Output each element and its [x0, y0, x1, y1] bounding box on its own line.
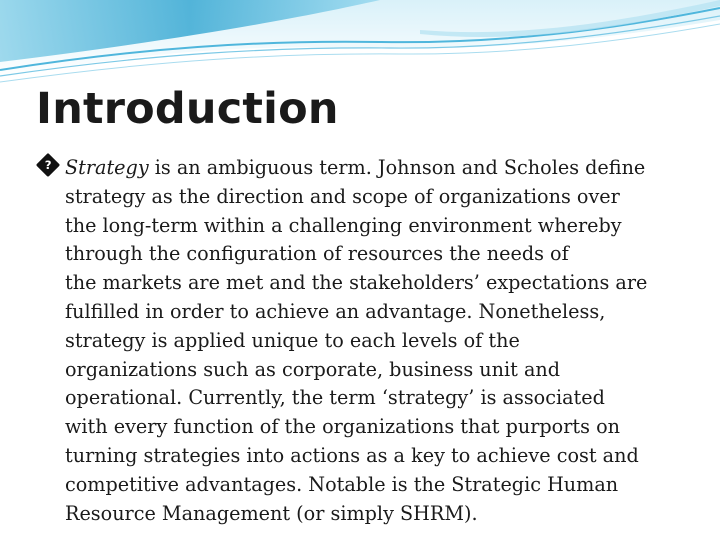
paragraph-line: [36, 384, 686, 413]
line-text: fulfilled in order to achieve an advantage. Nonetheless,: [65, 299, 606, 323]
line-text: Resource Management (or simply SHRM).: [65, 501, 478, 525]
line-text: strategy is applied unique to each levels of the: [65, 328, 520, 352]
body-paragraph: [36, 154, 686, 528]
line-text: operational. Currently, the term ‘strategy’ is associated: [65, 386, 605, 410]
line-text: with every function of the organizations that purports on: [65, 415, 620, 439]
header-wave-decoration: [0, 0, 720, 90]
paragraph-line: [36, 212, 686, 241]
paragraph-line: [36, 298, 686, 327]
line-text: strategy as the direction and scope of organizations over: [65, 184, 620, 208]
line-text: competitive advantages. Notable is the Strategic Human: [65, 472, 619, 496]
paragraph-line: [36, 471, 686, 500]
paragraph-line: [36, 327, 686, 356]
paragraph-line: [36, 413, 686, 442]
paragraph-line: [36, 154, 686, 183]
paragraph-line: [36, 356, 686, 385]
paragraph-line: [36, 240, 686, 269]
line-text: the markets are met and the stakeholders’ expectations are: [65, 271, 648, 295]
paragraph-line: [36, 500, 686, 529]
line-text: is an ambiguous term. Johnson and Scholes define: [148, 156, 646, 179]
line-text: through the configuration of resources the needs of: [65, 242, 569, 266]
slide-title: Introduction: [36, 84, 339, 134]
line-text: organizations such as corporate, business unit and: [65, 357, 561, 381]
paragraph-line: [36, 442, 686, 471]
bullet-icon: ?: [36, 154, 62, 178]
paragraph-line: [36, 269, 686, 298]
emphasized-term: Strategy: [65, 156, 149, 179]
line-text: turning strategies into actions as a key to achieve cost and: [65, 443, 639, 467]
line-text: the long-term within a challenging environment whereby: [65, 213, 622, 237]
paragraph-line: [36, 183, 686, 212]
